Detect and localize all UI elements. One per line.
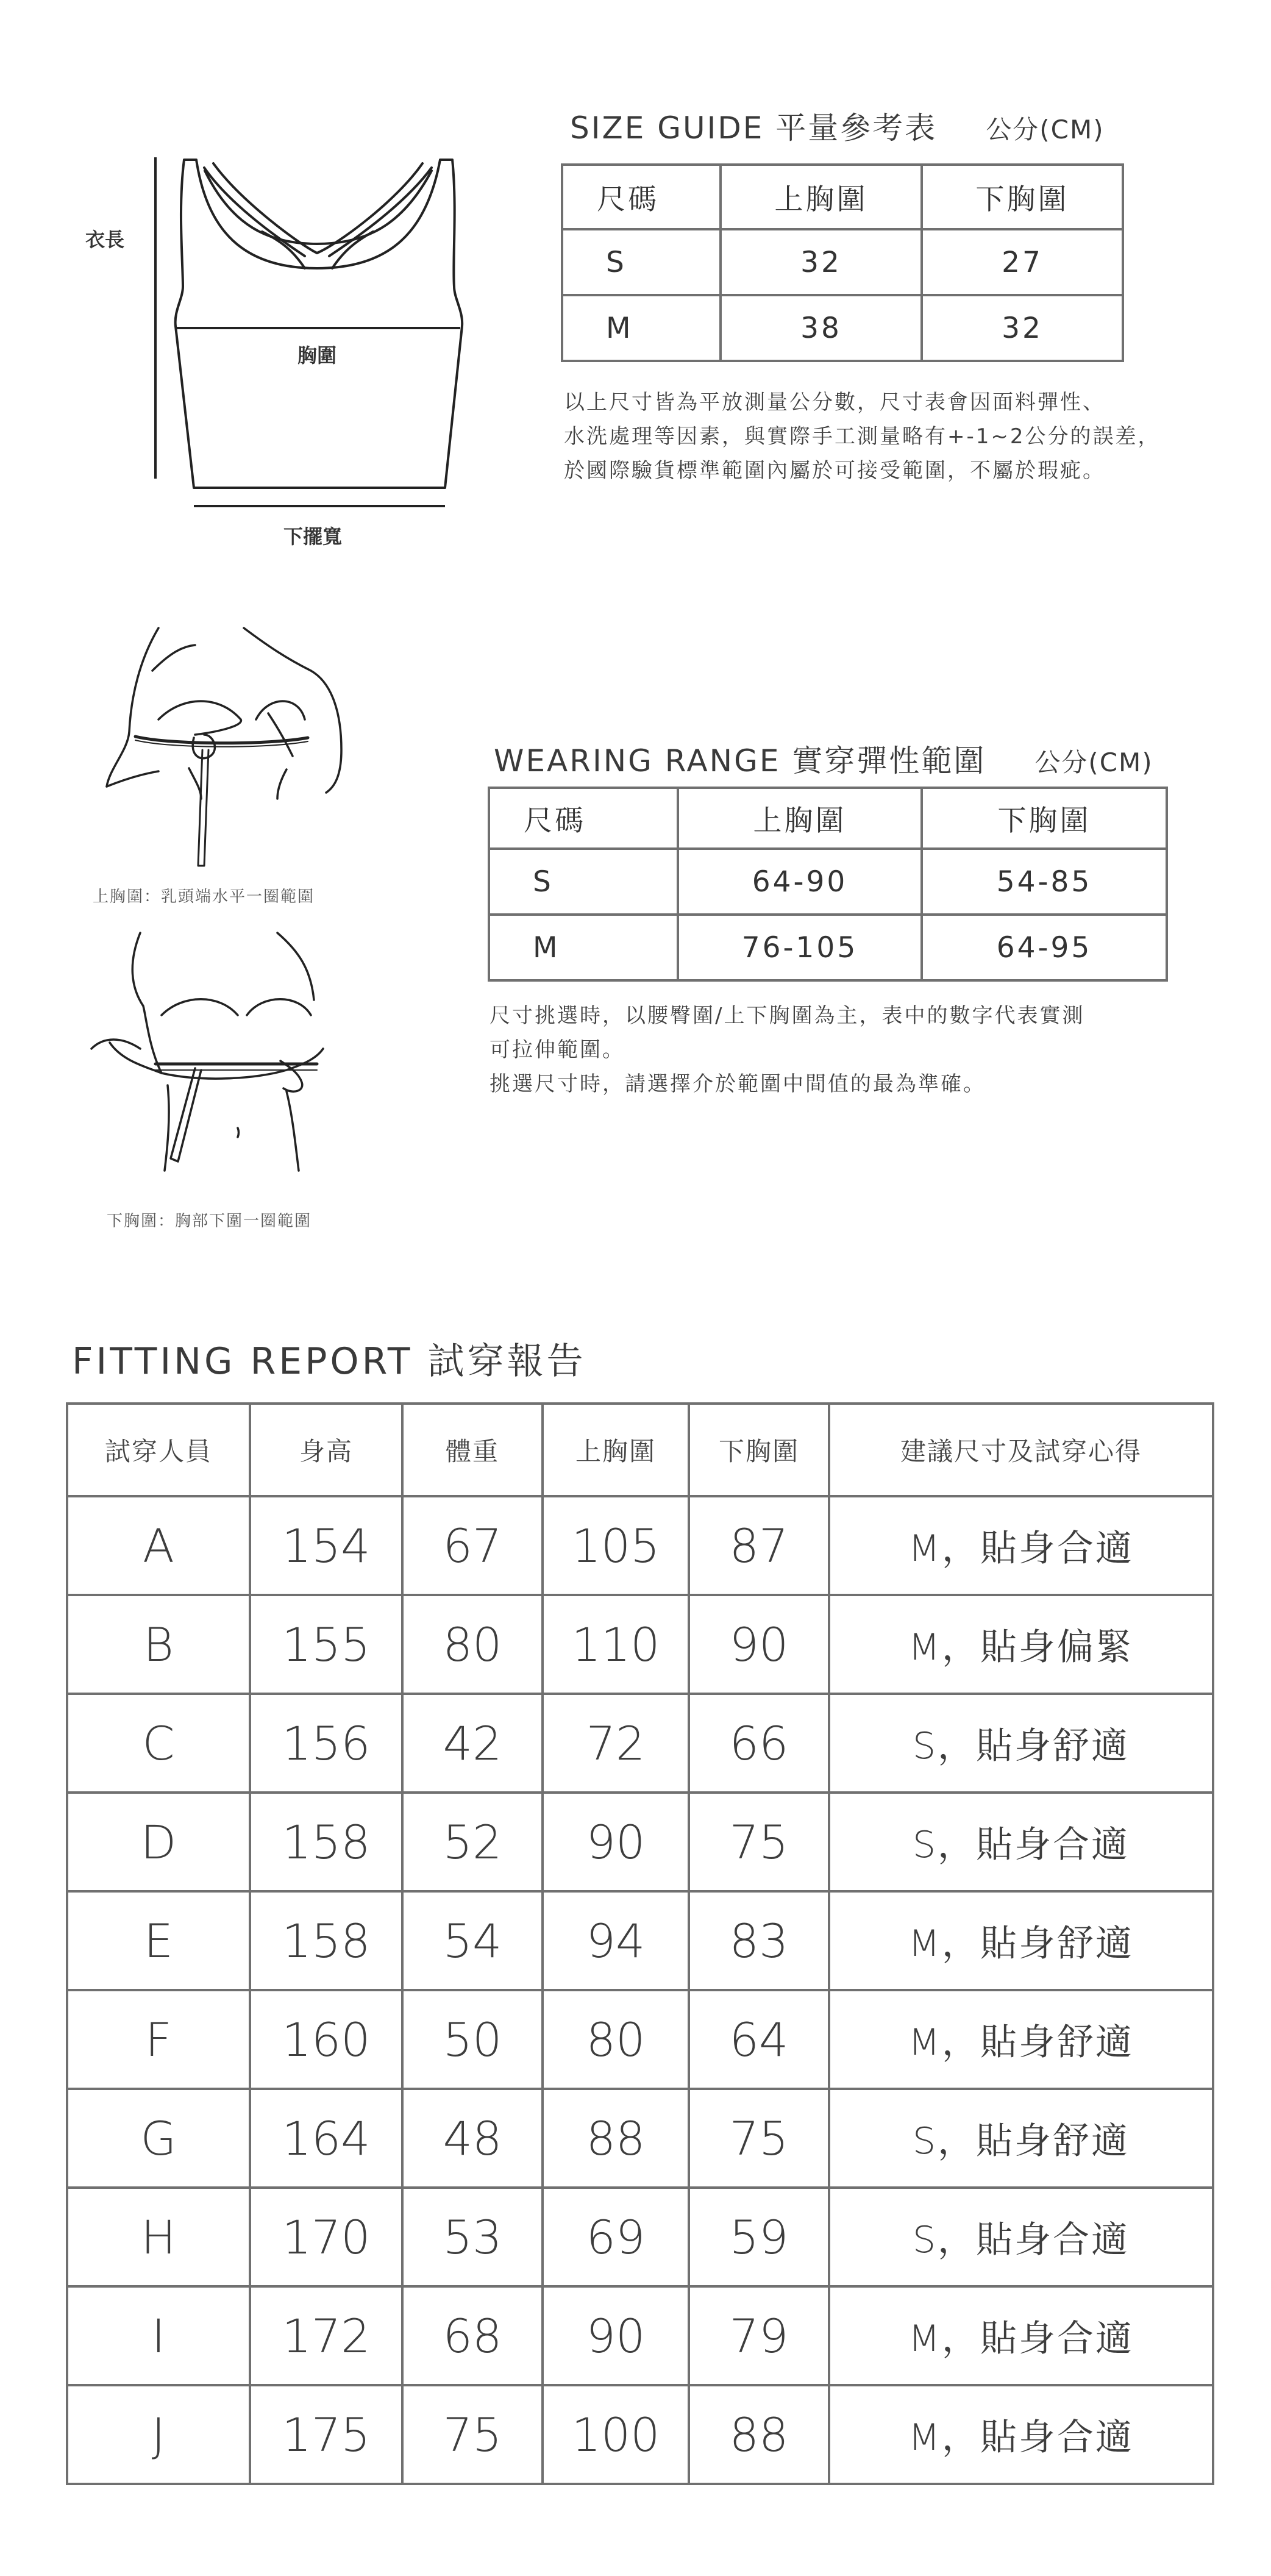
suggestion-cell: S，貼身合適 [829, 1793, 1213, 1891]
upper-chest-cell: 100 [543, 2385, 689, 2484]
suggestion-cell: S，貼身舒適 [829, 2089, 1213, 2188]
height-cell: 156 [250, 1694, 402, 1793]
weight-cell: 68 [402, 2286, 543, 2385]
size-guide-row [562, 229, 1123, 295]
tester-id: I [67, 2286, 250, 2385]
table-row [67, 1694, 1213, 1793]
weight-cell: 75 [402, 2385, 543, 2484]
upper-chest-cell: 32 [721, 229, 922, 295]
size-guide-header-upper: 上胸圍 [721, 165, 922, 229]
upper-chest-cell: 38 [721, 295, 922, 361]
wearing-range-header-size: 尺碼 [489, 788, 678, 849]
header-height: 身高 [250, 1404, 402, 1496]
lower-chest-cell: 88 [689, 2385, 829, 2484]
upper-chest-cell: 88 [543, 2089, 689, 2188]
height-cell: 154 [250, 1496, 402, 1595]
upper-chest-cell: 69 [543, 2188, 689, 2286]
upper-chest-cell: 72 [543, 1694, 689, 1793]
table-row [67, 2188, 1213, 2286]
lower-chest-cell: 59 [689, 2188, 829, 2286]
size-guide-note-line: 以上尺寸皆為平放測量公分數，尺寸表會因面料彈性、 [564, 390, 1105, 415]
lower-chest-caption: 下胸圍：胸部下圍一圈範圍 [107, 1212, 312, 1230]
suggestion-cell: M，貼身合適 [829, 1496, 1213, 1595]
height-cell: 160 [250, 1990, 402, 2089]
wearing-range-heading [494, 737, 1153, 780]
tester-id: D [67, 1793, 250, 1891]
table-row [67, 1595, 1213, 1694]
header-weight: 體重 [402, 1404, 543, 1496]
size-guide-row [562, 295, 1123, 361]
lower-chest-cell: 64 [689, 1990, 829, 2089]
suggestion-cell: M，貼身偏緊 [829, 1595, 1213, 1694]
height-cell: 158 [250, 1793, 402, 1891]
tester-id: G [67, 2089, 250, 2188]
height-cell: 155 [250, 1595, 402, 1694]
size-cell: M [562, 295, 721, 361]
tester-id: B [67, 1595, 250, 1694]
lower-chest-cell: 32 [922, 295, 1123, 361]
weight-cell: 54 [402, 1891, 543, 1990]
size-cell: S [562, 229, 721, 295]
weight-cell: 53 [402, 2188, 543, 2286]
size-guide-header-size: 尺碼 [562, 165, 721, 229]
table-row [67, 2089, 1213, 2188]
header-upper-chest: 上胸圍 [543, 1404, 689, 1496]
upper-chest-cell: 105 [543, 1496, 689, 1595]
wearing-range-notes [490, 999, 1084, 1101]
lower-chest-cell: 79 [689, 2286, 829, 2385]
upper-chest-cell: 64-90 [678, 849, 922, 915]
lower-chest-cell: 54-85 [922, 849, 1167, 915]
lower-chest-figure [91, 933, 323, 1171]
size-guide-notes [564, 385, 1161, 488]
garment-hem-label: 下擺寬 [283, 525, 343, 548]
wearing-range-table [488, 787, 1168, 982]
wearing-range-note-line: 挑選尺寸時，請選擇介於範圍中間值的最為準確。 [490, 1072, 986, 1096]
tester-id: H [67, 2188, 250, 2286]
height-cell: 164 [250, 2089, 402, 2188]
upper-chest-cell: 94 [543, 1891, 689, 1990]
tester-id: F [67, 1990, 250, 2089]
fitting-report-header-row [67, 1404, 1213, 1496]
weight-cell: 52 [402, 1793, 543, 1891]
wearing-range-header-lower: 下胸圍 [922, 788, 1167, 849]
fitting-report-title: FITTING REPORT 試穿報告 [72, 1340, 586, 1383]
size-cell: S [489, 849, 678, 915]
header-lower-chest: 下胸圍 [689, 1404, 829, 1496]
upper-chest-figure [107, 628, 341, 866]
garment-chest-label: 胸圍 [297, 344, 337, 367]
height-cell: 158 [250, 1891, 402, 1990]
suggestion-cell: M，貼身舒適 [829, 1891, 1213, 1990]
tester-id: C [67, 1694, 250, 1793]
height-cell: 172 [250, 2286, 402, 2385]
wearing-range-row [489, 849, 1167, 915]
table-row [67, 2385, 1213, 2484]
garment-length-label: 衣長 [85, 228, 125, 251]
lower-chest-cell: 75 [689, 2089, 829, 2188]
fitting-report-table [66, 1402, 1214, 2485]
upper-chest-cell: 110 [543, 1595, 689, 1694]
suggestion-cell: S，貼身舒適 [829, 1694, 1213, 1793]
size-guide-note-line: 於國際驗貨標準範圍內屬於可接受範圍，不屬於瑕疵。 [564, 458, 1105, 483]
lower-chest-cell: 27 [922, 229, 1123, 295]
wearing-range-note-line: 可拉伸範圍。 [490, 1038, 625, 1062]
table-row [67, 1891, 1213, 1990]
weight-cell: 50 [402, 1990, 543, 2089]
wearing-range-title: WEARING RANGE 實穿彈性範圍 [494, 743, 986, 779]
height-cell: 175 [250, 2385, 402, 2484]
lower-chest-cell: 66 [689, 1694, 829, 1793]
weight-cell: 80 [402, 1595, 543, 1694]
suggestion-cell: M，貼身合適 [829, 2385, 1213, 2484]
wearing-range-note-line: 尺寸挑選時，以腰臀圍/上下胸圍為主，表中的數字代表實測 [490, 1004, 1085, 1028]
header-suggestion: 建議尺寸及試穿心得 [829, 1404, 1213, 1496]
upper-chest-caption: 上胸圍：乳頭端水平一圈範圍 [93, 888, 315, 906]
size-guide-unit: 公分(CM) [986, 115, 1105, 144]
table-row [67, 2286, 1213, 2385]
upper-chest-cell: 90 [543, 2286, 689, 2385]
lower-chest-cell: 90 [689, 1595, 829, 1694]
lower-chest-cell: 83 [689, 1891, 829, 1990]
weight-cell: 67 [402, 1496, 543, 1595]
wearing-range-unit: 公分(CM) [1034, 747, 1153, 777]
suggestion-cell: S，貼身合適 [829, 2188, 1213, 2286]
size-guide-header-lower: 下胸圍 [922, 165, 1123, 229]
weight-cell: 48 [402, 2089, 543, 2188]
measurement-figures [0, 0, 427, 1268]
size-guide-heading [570, 104, 1105, 148]
table-row [67, 1990, 1213, 2089]
size-guide-header-row [562, 165, 1123, 229]
weight-cell: 42 [402, 1694, 543, 1793]
table-row [67, 1793, 1213, 1891]
upper-chest-cell: 76-105 [678, 915, 922, 980]
size-guide-title: SIZE GUIDE 平量參考表 [570, 110, 938, 146]
table-row [67, 1496, 1213, 1595]
size-cell: M [489, 915, 678, 980]
lower-chest-cell: 75 [689, 1793, 829, 1891]
lower-chest-cell: 64-95 [922, 915, 1167, 980]
wearing-range-row [489, 915, 1167, 980]
size-guide-table [561, 163, 1124, 362]
header-tester: 試穿人員 [67, 1404, 250, 1496]
size-guide-note-line: 水洗處理等因素，與實際手工測量略有+-1~2公分的誤差， [564, 424, 1161, 449]
suggestion-cell: M，貼身合適 [829, 2286, 1213, 2385]
height-cell: 170 [250, 2188, 402, 2286]
upper-chest-cell: 90 [543, 1793, 689, 1891]
wearing-range-header-row [489, 788, 1167, 849]
lower-chest-cell: 87 [689, 1496, 829, 1595]
suggestion-cell: M，貼身舒適 [829, 1990, 1213, 2089]
tester-id: E [67, 1891, 250, 1990]
upper-chest-cell: 80 [543, 1990, 689, 2089]
tester-id: J [67, 2385, 250, 2484]
wearing-range-header-upper: 上胸圍 [678, 788, 922, 849]
tester-id: A [67, 1496, 250, 1595]
